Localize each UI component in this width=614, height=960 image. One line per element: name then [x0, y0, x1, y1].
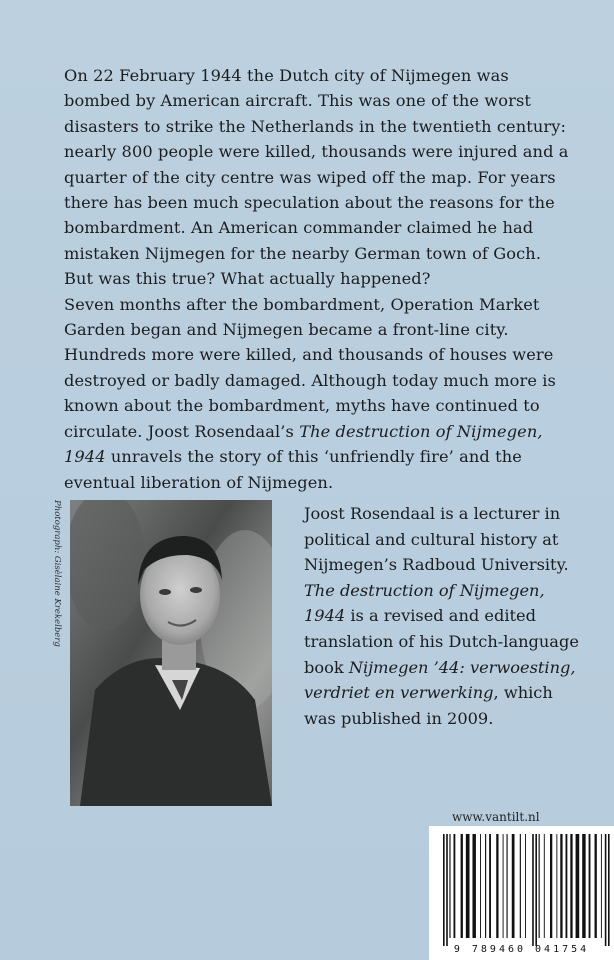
- barcode-bar: [560, 834, 562, 938]
- barcode-bar: [507, 834, 508, 938]
- barcode-bar: [550, 834, 552, 938]
- blurb-p2-text-b: unravels the story of this ‘unfriendly fire’ and the eventual liberation of Nijmegen.: [64, 447, 522, 492]
- author-photo: [70, 500, 272, 806]
- blurb-paragraph-1: On 22 February 1944 the Dutch city of Nijmegen was bombed by American aircraft. This was one of the worst disasters to strike the Netherlands in the twentieth century: nearly 800 people were killed, thousands were injured and a quarter of the city centre was wiped off the map. For years there has been much speculation about the reasons for the bombardment. An American commander claimed he had mistaken Nijmegen for the nearby German town of Goch. But was this true? What actually happened?: [64, 66, 569, 289]
- barcode-bar: [466, 834, 470, 938]
- barcode-guard-bar: [446, 834, 448, 946]
- barcode-bar: [544, 834, 545, 938]
- barcode-guard-bar: [532, 834, 534, 946]
- barcode-bar: [503, 834, 504, 938]
- barcode-bar: [556, 834, 557, 938]
- isbn-number: 9 789460 041754: [453, 944, 590, 955]
- bio-text-c: , which was published in 2009.: [304, 683, 553, 728]
- barcode-bar: [461, 834, 463, 938]
- blurb-paragraph-2: [64, 292, 574, 495]
- barcode-guard-bar: [443, 834, 445, 946]
- back-cover-blurb: [64, 63, 574, 495]
- barcode-guard-bar: [605, 834, 607, 946]
- barcode-guard-bar: [608, 834, 610, 946]
- barcode-bar: [449, 834, 450, 938]
- barcode-bar: [485, 834, 486, 938]
- barcode-bar: [489, 834, 491, 938]
- barcode-bar: [472, 834, 475, 938]
- barcode-bar: [576, 834, 580, 938]
- barcode-bar: [582, 834, 585, 938]
- blurb-book-title: The destruction of Nijmegen, 1944: [64, 421, 543, 467]
- barcode-bars: [429, 826, 614, 960]
- blurb-p2-text-a: Seven months after the bombardment, Operation Market Garden began and Nijmegen became a front-line city. Hundreds more were killed, and thousands of houses were destroyed or badly damaged. Although today much more is known about the bombardment, myths have continued to circulate. Joost Rosendaal’s: [64, 294, 556, 441]
- barcode-bar: [454, 834, 456, 938]
- isbn-barcode: [429, 826, 614, 960]
- barcode-guard-bar: [535, 834, 537, 946]
- barcode-bar: [570, 834, 572, 938]
- author-portrait-image: [70, 500, 272, 806]
- barcode-bar: [512, 834, 515, 938]
- barcode-bar: [601, 834, 602, 938]
- barcode-bar: [496, 834, 498, 938]
- publisher-url: www.vantilt.nl: [452, 810, 540, 824]
- barcode-bar: [595, 834, 597, 938]
- author-bio: [304, 501, 580, 731]
- barcode-bar: [566, 834, 568, 938]
- barcode-bar: [525, 834, 526, 938]
- bio-book-title: The destruction of Nijmegen, 1944: [304, 580, 545, 626]
- bio-text-a: Joost Rosendaal is a lecturer in political and cultural history at Nijmegen’s Radboud University.: [304, 504, 569, 575]
- bio-dutch-book-title: Nijmegen ’44: verwoesting, verdriet en verwerking: [304, 657, 576, 703]
- barcode-bar: [520, 834, 521, 938]
- barcode-bar: [589, 834, 591, 938]
- bio-text-b: is a revised and edited translation of his Dutch-language book: [304, 606, 579, 677]
- barcode-bar: [480, 834, 481, 938]
- photo-credit: Photograph: Gisèlaine Krekelberg: [52, 500, 62, 647]
- barcode-bar: [539, 834, 540, 938]
